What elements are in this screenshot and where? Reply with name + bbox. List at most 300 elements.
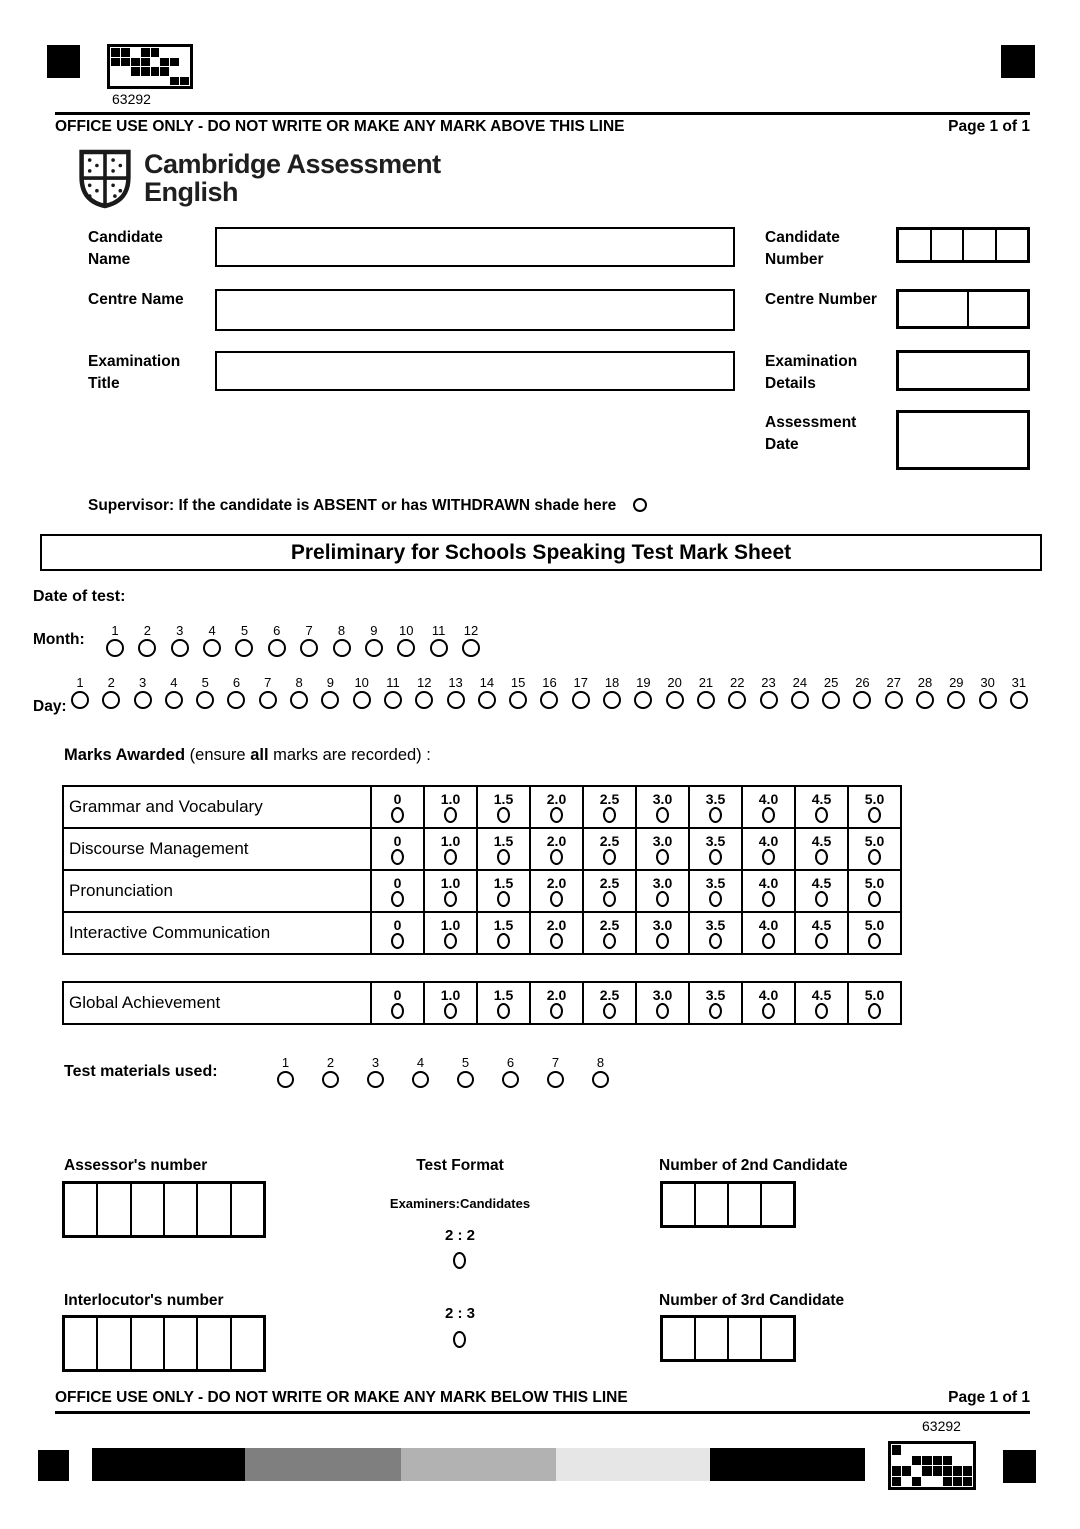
barcode-cell xyxy=(121,77,130,86)
digit-cell[interactable] xyxy=(694,1184,727,1225)
material-bubble-6[interactable] xyxy=(502,1071,519,1088)
barcode-cell xyxy=(170,58,179,67)
mark-bubble-1.0[interactable] xyxy=(444,891,457,907)
mark-value: 1.5 xyxy=(493,832,514,849)
calibration-segment xyxy=(556,1448,710,1481)
day-bubble-13[interactable] xyxy=(447,691,465,709)
day-bubble-9[interactable] xyxy=(321,691,339,709)
mark-bubble-2.0[interactable] xyxy=(550,1003,563,1019)
month-bubble-3[interactable] xyxy=(171,639,189,657)
mark-bubble-3.5[interactable] xyxy=(709,849,722,865)
material-bubble-4[interactable] xyxy=(412,1071,429,1088)
mark-value: 2.5 xyxy=(599,874,620,891)
barcode-cell xyxy=(141,67,150,76)
material-option xyxy=(502,1056,519,1088)
mark-bubble-5.0[interactable] xyxy=(868,891,881,907)
barcode-cell xyxy=(933,1477,942,1487)
barcode-cell xyxy=(131,77,140,86)
material-bubble-3[interactable] xyxy=(367,1071,384,1088)
day-bubble-1[interactable] xyxy=(71,691,89,709)
barcode-cell xyxy=(912,1466,921,1476)
mark-cell xyxy=(742,870,795,912)
mark-bubble-1.5[interactable] xyxy=(497,807,510,823)
calibration-segment xyxy=(401,1448,556,1481)
mark-bubble-2.5[interactable] xyxy=(603,891,616,907)
day-bubble-23[interactable] xyxy=(760,691,778,709)
mark-bubble-0[interactable] xyxy=(391,1003,404,1019)
day-option xyxy=(760,676,778,709)
interlocutor-number-label: Interlocutor's number xyxy=(64,1292,224,1309)
third-candidate-box[interactable] xyxy=(660,1315,796,1362)
mark-bubble-4.5[interactable] xyxy=(815,1003,828,1019)
month-number: 6 xyxy=(273,623,281,638)
barcode-cell xyxy=(121,67,130,76)
mark-cell xyxy=(742,912,795,954)
interlocutor-number-box[interactable] xyxy=(62,1315,266,1372)
digit-cell[interactable] xyxy=(196,1318,229,1369)
day-bubble-28[interactable] xyxy=(916,691,934,709)
absent-withdrawn-bubble[interactable] xyxy=(633,498,647,512)
mark-cell xyxy=(424,786,477,828)
month-bubble-12[interactable] xyxy=(462,639,480,657)
barcode-cell xyxy=(141,48,150,57)
barcode-cell xyxy=(963,1477,972,1487)
second-candidate-box[interactable] xyxy=(660,1181,796,1228)
mark-value: 4.5 xyxy=(811,790,832,807)
mark-bubble-3.5[interactable] xyxy=(709,933,722,949)
mark-row xyxy=(63,828,901,870)
barcode-cell xyxy=(170,77,179,86)
digit-cell[interactable] xyxy=(663,1318,694,1359)
material-bubble-8[interactable] xyxy=(592,1071,609,1088)
material-number: 5 xyxy=(461,1055,470,1070)
mark-bubble-4.5[interactable] xyxy=(815,807,828,823)
day-bubble-2[interactable] xyxy=(102,691,120,709)
day-bubble-7[interactable] xyxy=(259,691,277,709)
day-bubble-30[interactable] xyxy=(979,691,997,709)
mark-value: 1.0 xyxy=(440,874,461,891)
mark-bubble-4.5[interactable] xyxy=(815,849,828,865)
material-number: 3 xyxy=(371,1055,380,1070)
mark-row xyxy=(63,786,901,828)
day-number: 16 xyxy=(542,675,557,690)
digit-cell[interactable] xyxy=(694,1318,727,1359)
day-option xyxy=(290,676,308,709)
mark-cell xyxy=(583,982,636,1024)
centre-number-label: Centre Number xyxy=(765,291,877,308)
day-number: 18 xyxy=(604,675,620,690)
day-number: 27 xyxy=(886,675,901,690)
assessment-date-box[interactable] xyxy=(896,410,1030,470)
day-bubble-4[interactable] xyxy=(165,691,183,709)
mark-bubble-1.0[interactable] xyxy=(444,933,457,949)
barcode-cell xyxy=(180,48,189,57)
centre-number-box[interactable] xyxy=(896,289,1030,329)
day-option xyxy=(947,676,965,709)
mark-cell xyxy=(848,982,901,1024)
barcode-cell xyxy=(902,1445,911,1455)
month-bubble-7[interactable] xyxy=(300,639,318,657)
centre-name-label: Centre Name xyxy=(88,291,184,308)
day-number: 17 xyxy=(573,675,588,690)
day-bubble-20[interactable] xyxy=(666,691,684,709)
day-label: Day: xyxy=(33,698,67,715)
digit-cell[interactable] xyxy=(163,1184,196,1235)
digit-cell[interactable] xyxy=(663,1184,694,1225)
candidate-number-box[interactable] xyxy=(896,227,1030,263)
office-use-top-text: OFFICE USE ONLY - DO NOT WRITE OR MAKE ANY MARK ABOVE THIS LINE xyxy=(55,118,625,135)
calibration-segment xyxy=(245,1448,401,1481)
barcode-cell xyxy=(922,1445,931,1455)
month-number: 3 xyxy=(176,623,184,638)
day-option xyxy=(384,676,402,709)
mark-value: 3.0 xyxy=(652,986,673,1003)
day-number: 15 xyxy=(510,675,526,690)
mark-cell xyxy=(689,982,742,1024)
marks-awarded-heading: Marks Awarded (ensure all marks are recorded) : xyxy=(64,746,431,764)
mark-bubble-1.5[interactable] xyxy=(497,891,510,907)
day-number: 25 xyxy=(823,675,839,690)
format-2-2-label: 2 : 2 xyxy=(444,1227,475,1244)
mark-row xyxy=(63,982,901,1024)
mark-bubble-0[interactable] xyxy=(391,891,404,907)
barcode-cell xyxy=(892,1456,901,1466)
supervisor-instruction: Supervisor: If the candidate is ABSENT or has WITHDRAWN shade here xyxy=(88,497,647,515)
day-bubble-16[interactable] xyxy=(540,691,558,709)
mark-bubble-4.5[interactable] xyxy=(815,891,828,907)
day-bubble-11[interactable] xyxy=(384,691,402,709)
digit-cell[interactable] xyxy=(230,1184,263,1235)
form-code-top: 63292 xyxy=(112,91,151,107)
day-option xyxy=(321,676,339,709)
mark-row xyxy=(63,912,901,954)
mark-bubble-2.5[interactable] xyxy=(603,933,616,949)
day-option xyxy=(634,676,652,709)
test-format-label: Test Format xyxy=(416,1157,504,1174)
month-option xyxy=(365,624,383,657)
examination-details-box[interactable] xyxy=(896,350,1030,391)
month-option xyxy=(462,624,480,657)
month-option xyxy=(235,624,253,657)
day-number: 23 xyxy=(761,675,776,690)
month-bubble-11[interactable] xyxy=(430,639,448,657)
digit-cell[interactable] xyxy=(727,1318,760,1359)
page-number-top: Page 1 of 1 xyxy=(948,118,1030,135)
mark-cell xyxy=(583,912,636,954)
mark-bubble-1.0[interactable] xyxy=(444,849,457,865)
digit-cell[interactable] xyxy=(962,230,995,260)
skill-label: Pronunciation xyxy=(63,870,371,912)
month-bubble-8[interactable] xyxy=(333,639,351,657)
page-number-bottom: Page 1 of 1 xyxy=(948,1389,1030,1406)
barcode-cell xyxy=(912,1445,921,1455)
digit-cell[interactable] xyxy=(899,230,930,260)
skill-label: Grammar and Vocabulary xyxy=(63,786,371,828)
mark-bubble-3.5[interactable] xyxy=(709,1003,722,1019)
mark-cell xyxy=(477,870,530,912)
mark-cell xyxy=(795,982,848,1024)
mark-bubble-2.0[interactable] xyxy=(550,891,563,907)
material-option xyxy=(547,1056,564,1088)
day-bubble-25[interactable] xyxy=(822,691,840,709)
digit-cell[interactable] xyxy=(967,292,1027,326)
barcode-cell xyxy=(922,1456,931,1466)
day-bubble-17[interactable] xyxy=(572,691,590,709)
mark-value: 5.0 xyxy=(864,832,885,849)
mark-cell xyxy=(530,912,583,954)
barcode-cell xyxy=(111,77,120,86)
month-bubble-9[interactable] xyxy=(365,639,383,657)
assessor-number-box[interactable] xyxy=(62,1181,266,1238)
day-option xyxy=(415,676,433,709)
mark-value: 4.0 xyxy=(758,832,779,849)
mark-bubble-5.0[interactable] xyxy=(868,849,881,865)
day-option xyxy=(540,676,558,709)
mark-value: 2.0 xyxy=(546,874,567,891)
day-option xyxy=(447,676,465,709)
day-bubble-10[interactable] xyxy=(353,691,371,709)
day-option xyxy=(885,676,903,709)
day-option xyxy=(134,676,152,709)
mark-bubble-0[interactable] xyxy=(391,933,404,949)
barcode-cell xyxy=(933,1466,942,1476)
barcode-cell xyxy=(180,67,189,76)
form-code-bottom: 63292 xyxy=(922,1418,961,1434)
mark-cell xyxy=(477,982,530,1024)
digit-cell[interactable] xyxy=(930,230,963,260)
month-number: 9 xyxy=(370,623,378,638)
mark-bubble-3.0[interactable] xyxy=(656,849,669,865)
mark-bubble-3.0[interactable] xyxy=(656,807,669,823)
mark-bubble-1.0[interactable] xyxy=(444,1003,457,1019)
mark-bubble-0[interactable] xyxy=(391,807,404,823)
day-option xyxy=(603,676,621,709)
mark-cell xyxy=(371,786,424,828)
month-bubble-1[interactable] xyxy=(106,639,124,657)
mark-bubble-5.0[interactable] xyxy=(868,807,881,823)
mark-bubble-4.0[interactable] xyxy=(762,1003,775,1019)
mark-cell xyxy=(530,828,583,870)
centre-name-box[interactable] xyxy=(215,289,735,331)
material-number: 8 xyxy=(596,1055,605,1070)
day-number: 31 xyxy=(1011,675,1027,690)
mark-bubble-4.0[interactable] xyxy=(762,891,775,907)
month-option xyxy=(397,624,415,657)
mark-row xyxy=(63,870,901,912)
material-option xyxy=(457,1056,474,1088)
day-option xyxy=(791,676,809,709)
digit-cell[interactable] xyxy=(163,1318,196,1369)
material-bubble-2[interactable] xyxy=(322,1071,339,1088)
digit-cell[interactable] xyxy=(65,1318,96,1369)
format-2-2-bubble[interactable] xyxy=(453,1252,466,1269)
day-bubble-19[interactable] xyxy=(634,691,652,709)
material-bubble-1[interactable] xyxy=(277,1071,294,1088)
day-bubble-21[interactable] xyxy=(697,691,715,709)
month-bubble-10[interactable] xyxy=(397,639,415,657)
mark-value: 0 xyxy=(393,790,402,807)
digit-cell[interactable] xyxy=(130,1318,163,1369)
month-bubble-5[interactable] xyxy=(235,639,253,657)
mark-cell xyxy=(583,786,636,828)
digit-cell[interactable] xyxy=(899,292,967,326)
barcode-cell xyxy=(902,1456,911,1466)
mark-value: 2.5 xyxy=(599,832,620,849)
digit-cell[interactable] xyxy=(96,1184,129,1235)
month-number: 2 xyxy=(143,623,151,638)
barcode-cell xyxy=(963,1456,972,1466)
day-bubble-29[interactable] xyxy=(947,691,965,709)
mark-bubble-5.0[interactable] xyxy=(868,933,881,949)
form-title: Preliminary for Schools Speaking Test Mark Sheet xyxy=(40,534,1042,571)
examination-title-box[interactable] xyxy=(215,351,735,391)
mark-bubble-3.0[interactable] xyxy=(656,891,669,907)
mark-bubble-1.5[interactable] xyxy=(497,849,510,865)
day-option xyxy=(478,676,496,709)
day-number: 9 xyxy=(326,675,334,690)
mark-bubble-2.5[interactable] xyxy=(603,849,616,865)
day-bubble-8[interactable] xyxy=(290,691,308,709)
mark-bubble-4.5[interactable] xyxy=(815,933,828,949)
mark-bubble-0[interactable] xyxy=(391,849,404,865)
digit-cell[interactable] xyxy=(760,1184,793,1225)
day-option xyxy=(196,676,214,709)
mark-cell xyxy=(848,786,901,828)
day-bubble-27[interactable] xyxy=(885,691,903,709)
mark-value: 3.5 xyxy=(705,916,726,933)
mark-value: 4.0 xyxy=(758,916,779,933)
mark-cell xyxy=(795,870,848,912)
mark-cell xyxy=(636,912,689,954)
mark-bubble-2.5[interactable] xyxy=(603,1003,616,1019)
day-number: 28 xyxy=(917,675,933,690)
day-number: 1 xyxy=(76,675,84,690)
day-bubble-26[interactable] xyxy=(853,691,871,709)
mark-cell xyxy=(477,828,530,870)
day-bubble-18[interactable] xyxy=(603,691,621,709)
material-bubble-7[interactable] xyxy=(547,1071,564,1088)
month-number: 10 xyxy=(399,623,414,638)
barcode-cell xyxy=(141,58,150,67)
digit-cell[interactable] xyxy=(760,1318,793,1359)
candidate-name-box[interactable] xyxy=(215,227,735,267)
month-bubble-4[interactable] xyxy=(203,639,221,657)
mark-bubble-3.0[interactable] xyxy=(656,1003,669,1019)
mark-bubble-4.0[interactable] xyxy=(762,849,775,865)
barcode-cell xyxy=(892,1466,901,1476)
mark-cell xyxy=(636,870,689,912)
day-bubble-12[interactable] xyxy=(415,691,433,709)
digit-cell[interactable] xyxy=(230,1318,263,1369)
mark-cell xyxy=(795,828,848,870)
day-number: 4 xyxy=(170,675,178,690)
material-bubble-5[interactable] xyxy=(457,1071,474,1088)
day-bubble-5[interactable] xyxy=(196,691,214,709)
mark-bubble-1.0[interactable] xyxy=(444,807,457,823)
barcode-cell xyxy=(892,1445,901,1455)
candidate-number-label: Candidate Number xyxy=(765,229,840,269)
assessor-number-label: Assessor's number xyxy=(64,1157,208,1174)
mark-bubble-2.0[interactable] xyxy=(550,849,563,865)
format-2-3-bubble[interactable] xyxy=(453,1331,466,1348)
month-number: 5 xyxy=(240,623,249,638)
digit-cell[interactable] xyxy=(196,1184,229,1235)
global-achievement-table xyxy=(62,981,902,1025)
cambridge-logo xyxy=(78,149,441,209)
mark-bubble-2.0[interactable] xyxy=(550,933,563,949)
day-bubble-31[interactable] xyxy=(1010,691,1028,709)
barcode-cell xyxy=(131,58,140,67)
barcode-cell xyxy=(180,77,189,86)
day-option xyxy=(697,676,715,709)
mark-bubble-4.0[interactable] xyxy=(762,807,775,823)
mark-bubble-3.0[interactable] xyxy=(656,933,669,949)
mark-cell xyxy=(742,982,795,1024)
day-bubble-24[interactable] xyxy=(791,691,809,709)
mark-bubble-2.5[interactable] xyxy=(603,807,616,823)
mark-cell xyxy=(424,828,477,870)
digit-cell[interactable] xyxy=(727,1184,760,1225)
mark-cell xyxy=(530,982,583,1024)
day-bubble-3[interactable] xyxy=(134,691,152,709)
day-number: 5 xyxy=(201,675,209,690)
mark-cell xyxy=(371,912,424,954)
day-option xyxy=(1010,676,1028,709)
office-use-bottom-text: OFFICE USE ONLY - DO NOT WRITE OR MAKE ANY MARK BELOW THIS LINE xyxy=(55,1389,628,1406)
barcode-cell xyxy=(933,1456,942,1466)
mark-value: 1.0 xyxy=(440,916,461,933)
mark-cell xyxy=(636,786,689,828)
mark-value: 2.5 xyxy=(599,916,620,933)
mark-bubble-3.5[interactable] xyxy=(709,807,722,823)
digit-cell[interactable] xyxy=(65,1184,96,1235)
material-option xyxy=(322,1056,339,1088)
day-number: 20 xyxy=(667,675,682,690)
mark-bubble-2.0[interactable] xyxy=(550,807,563,823)
month-bubble-6[interactable] xyxy=(268,639,286,657)
format-2-3-label: 2 : 3 xyxy=(444,1305,475,1322)
mark-value: 4.5 xyxy=(811,986,832,1003)
mark-cell xyxy=(424,870,477,912)
barcode-icon xyxy=(888,1441,976,1490)
material-number: 7 xyxy=(551,1055,560,1070)
mark-bubble-1.5[interactable] xyxy=(497,933,510,949)
mark-bubble-3.5[interactable] xyxy=(709,891,722,907)
day-bubble-14[interactable] xyxy=(478,691,496,709)
barcode-cell xyxy=(111,67,120,76)
digit-cell[interactable] xyxy=(96,1318,129,1369)
mark-bubble-4.0[interactable] xyxy=(762,933,775,949)
day-bubble-6[interactable] xyxy=(227,691,245,709)
day-bubble-15[interactable] xyxy=(509,691,527,709)
logo-line1: Cambridge Assessment xyxy=(144,149,441,180)
day-bubble-22[interactable] xyxy=(728,691,746,709)
material-number: 1 xyxy=(281,1055,290,1070)
month-bubble-2[interactable] xyxy=(138,639,156,657)
mark-bubble-1.5[interactable] xyxy=(497,1003,510,1019)
mark-cell xyxy=(530,870,583,912)
mark-cell xyxy=(689,828,742,870)
digit-cell[interactable] xyxy=(130,1184,163,1235)
second-candidate-label: Number of 2nd Candidate xyxy=(659,1157,848,1174)
mark-value: 3.0 xyxy=(652,916,673,933)
mark-cell xyxy=(424,982,477,1024)
barcode-cell xyxy=(953,1477,962,1487)
mark-bubble-5.0[interactable] xyxy=(868,1003,881,1019)
digit-cell[interactable] xyxy=(995,230,1028,260)
barcode-cell xyxy=(943,1466,952,1476)
skill-label: Discourse Management xyxy=(63,828,371,870)
